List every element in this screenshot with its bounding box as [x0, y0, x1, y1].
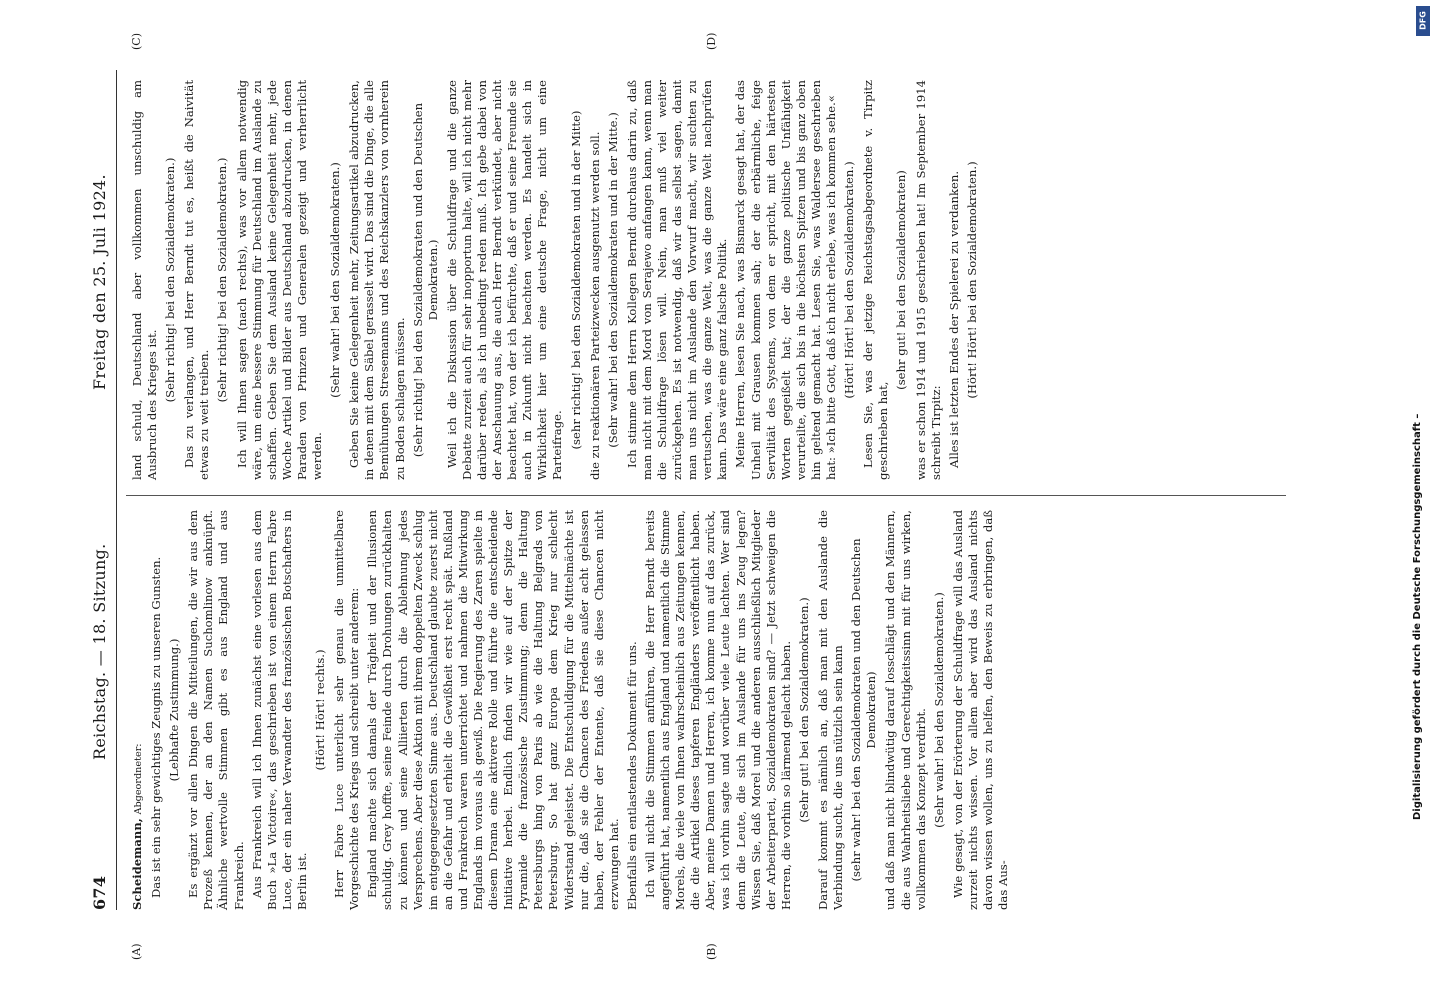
session-date: Freitag den 25. Juli 1924. [90, 174, 109, 390]
paragraph: Aus Frankreich will ich Ihnen zunächst eine vorlesen aus dem Buch »La Victoire«, das geschrieben ist von einem Herrn Fabre Luce, der ein naher Verwandter des französischen Botschafters in Berlin ist. [249, 510, 309, 910]
dfg-logo [1416, 6, 1430, 36]
paragraph: die zu reaktionären Parteizwecken ausgenutzt werden soll. [587, 131, 602, 480]
paragraph: land schuld, Deutschland aber vollkommen unschuldig am Ausbruch des Krieges ist. [130, 80, 160, 480]
interjection: (Sehr wahr! bei den Sozialdemokraten und in der Mitte.) [605, 112, 620, 448]
paragraph: Meine Herren, lesen Sie nach, was Bismarck gesagt hat, der das Unheil mit Grausen kommen sah; der die erbärmliche, feige Servilität des Systems, von dem er spricht, mit den härtesten Worten gegeißelt hat; der die ganze politische Unfähigkeit verurteilte, die sich bis in die höchsten Spitzen und bis ganz oben hin geltend gemacht hat. Lesen Sie, was Waldersee geschrieben hat: »Ich bitte Gott, daß ich nicht erlebe, was ich kommen sehe.« [733, 80, 839, 480]
paragraph: Ich stimme dem Herrn Kollegen Berndt durchaus darin zu, daß man nicht mit dem Mord von Serajewo anfangen kann, wenn man die Schuldfrage lösen will. Nein, man muß viel weiter zurückgehen. Es ist notwendig, daß wir das selbst sagen, damit man uns nicht im Auslande den Vorwurf macht, wir suchten zu vertuschen, was die ganze Welt, was die ganze Welt nachprüfen kann. Das wäre eine ganz falsche Politik. [624, 80, 730, 480]
interjection: (Sehr wahr! bei den Sozialdemokraten.) [931, 592, 946, 828]
interjection: (sehr wahr! bei den Sozialdemokraten und den Deutschen Demokraten) [849, 538, 879, 882]
quoted-paragraph: Alles ist letzten Endes der Spielerei zu verdanken. [946, 170, 961, 468]
interjection: (Sehr richtig! bei den Sozialdemokraten.) [163, 157, 178, 403]
interjection: (sehr richtig! bei den Sozialdemokraten und in der Mitte) [568, 110, 583, 450]
paragraph: Lesen Sie, was der jetzige Reichstagsabgeordnete v. Tirpitz geschrieben hat, [861, 80, 891, 480]
paragraph: und daß man nicht blindwütig darauf losschlägt und den Männern, die aus Wahrheitsliebe und Gerechtigkeitssinn mit für uns wirken, vollkommen das Konzept verdirbt. [883, 510, 928, 910]
margin-marker-a: (A) [130, 943, 143, 960]
interjection: (Hört! Hört! bei den Sozialdemokraten.) [842, 161, 857, 399]
session-title: Reichstag. — 18. Sitzung. [90, 543, 109, 760]
paragraph: Ebenfalls ein entlastendes Dokument für uns. [624, 641, 639, 910]
margin-marker-b: (B) [705, 943, 718, 960]
interjection: (sehr gut! bei den Sozialdemokraten) [894, 170, 909, 390]
margin-marker-c: (C) [130, 33, 143, 50]
interjection: (Sehr richtig! bei den Sozialdemokraten und den Deutschen Demokraten.) [410, 102, 440, 458]
left-column [130, 510, 1014, 910]
column-divider [126, 495, 1286, 496]
margin-marker-d: (D) [705, 32, 718, 50]
paragraph: Herr Fabre Luce unterlicht sehr genau die unmittelbare Vorgeschichte des Kriegs und schreibt unter anderem: [332, 510, 362, 910]
running-head [88, 70, 114, 910]
header-rule [116, 70, 117, 910]
interjection: (Sehr gut! bei den Sozialdemokraten.) [796, 597, 811, 823]
paragraph: Darauf kommt es nämlich an, daß man mit den Auslande die Verbindung sucht, die uns nützlich sein kann [816, 510, 846, 910]
paragraph: Weil ich die Diskussion über die Schuldfrage und die ganze Debatte zurzeit auch für sehr inopportun halte, will ich nicht mehr darüber reden, als ich unbedingt reden muß. Ich gebe dabei von der Anschauung aus, die auch Herr Berndt verkündet, aber nicht beachtet hat, von der ich befürchte, daß er und seine Freunde sie auch in Zukunft nicht beachten werden. Es handelt sich in Wirklichkeit hier um eine deutsche Frage, nicht um eine Parteifrage. [444, 80, 565, 480]
speaker-line [130, 510, 146, 910]
quoted-paragraph: England machte sich damals der Trägheit und der Illusionen schuldig. Grey hoffte, seine Feinde durch Drohungen zurückhalten zu können und seine Alliierten durch die Ablehnung jedes Versprechens. Aber diese Aktion mit ihrem doppelten Zweck schlug im entgegengesetzten Sinne aus. Deutschland glaubte zuerst nicht an die Gefahr und erhielt die Gewißheit erst recht spät. Rußland und Frankreich waren unterrichtet und nahmen die Mitwirkung Englands im voraus als gewiß. Die Regierung des Zaren spielte in diesem Drama eine aktivere Rolle und führte die entscheidende Initiative herbei. Endlich finden wir wie auf der Spitze der Pyramide die französische Zustimmung; denn die Haltung Petersburgs hing von Paris ab wie die Haltung Belgrads von Petersburg. So hat ganz Europa dem Krieg nur schlecht Widerstand geleistet. Die Entschuldigung für die Mittelmächte ist nur die, daß sie die Chancen des Friedens außer acht gelassen haben, der Fehler der Entente, daß sie diese Chancen nicht erzwungen hat. [365, 510, 621, 910]
paragraph: was er schon 1914 und 1915 geschrieben hat! Im September 1914 schreibt Tirpitz: [913, 80, 943, 480]
paragraph: Wie gesagt, von der Erörterung der Schuldfrage will das Ausland zurzeit nichts wissen. Vor allem aber wird das Ausland nichts davon wissen wollen, uns zu helfen, den Beweis zu erbringen, daß das Aus- [950, 510, 1011, 910]
dfg-logo-text: DFG [1418, 11, 1428, 30]
interjection: (Hört! Hört! bei den Sozialdemokraten.) [964, 161, 979, 399]
credit-text: Digitalisierung gefördert durch die Deutsche Forschungsgemeinschaft – [1412, 413, 1423, 820]
right-column [130, 80, 984, 480]
paragraph: Es ergänzt vor allen Dingen die Mitteilungen, die wir aus dem Prozeß kennen, der an den Namen Suchomlinow anknüpft. Ähnliche wertvolle Stimmen gibt es aus England und aus Frankreich. [186, 510, 246, 910]
paragraph: Das zu verlangen, und Herr Berndt tut es, heißt die Naivität etwas zu weit treiben. [182, 80, 212, 480]
paragraph: Ich will Ihnen sagen (nach rechts), was vor allem notwendig wäre, um eine bessere Stimmung für Deutschland im Auslande zu schaffen. Geben Sie dem Ausland keine Gelegenheit mehr, jede Woche Artikel und Bilder aus Deutschland abzudrucken, in denen Paraden von Prinzen und Generalen gezeigt und verherrlicht werden. [234, 80, 325, 480]
interjection: (Hört! Hört! rechts.) [313, 649, 328, 771]
paragraph: Geben Sie keine Gelegenheit mehr, Zeitungsartikel abzudrucken, in denen mit dem Säbel gerasselt wird. Das sind die Dinge, die alle Bemühungen Stresemanns und des Reichskanzlers von vornherein zu Boden schlagen müssen. [347, 80, 407, 480]
interjection: (Lebhafte Zustimmung.) [167, 638, 182, 782]
page-number: 674 [90, 875, 109, 910]
interjection: (Sehr wahr! bei den Sozialdemokraten.) [328, 162, 343, 398]
paragraph: Ich will nicht die Stimmen anführen, die Herr Berndt bereits angeführt hat, namentlich aus England und namentlich die Stimme Morels, die viele von Ihnen wahrscheinlich aus Zeitungen kennen, die die Artikel dieses tapferen Engländers veröffentlicht haben. Aber, meine Damen und Herren, ich komme nun auf das zurück, was ich vorhin sagte und worüber viele Leute lachten. Wer sind denn die Leute, die sich im Auslande für uns ins Zeug legen? Wissen Sie, daß Morel und die anderen ausschließlich Mitglieder der Arbeiterpartei, Sozialdemokraten sind? — Jetzt schweigen die Herren, die vorhin so lärmend gelacht haben. [643, 510, 793, 910]
speaker-name: Scheidemann, [130, 818, 144, 910]
paragraph: Das ist ein sehr gewichtiges Zeugnis zu unseren Gunsten. [149, 556, 164, 898]
interjection: (Sehr richtig! bei den Sozialdemokraten.) [215, 157, 230, 403]
digitization-credit [1412, 0, 1428, 1000]
speaker-role: Abgeordneter: [133, 743, 144, 815]
